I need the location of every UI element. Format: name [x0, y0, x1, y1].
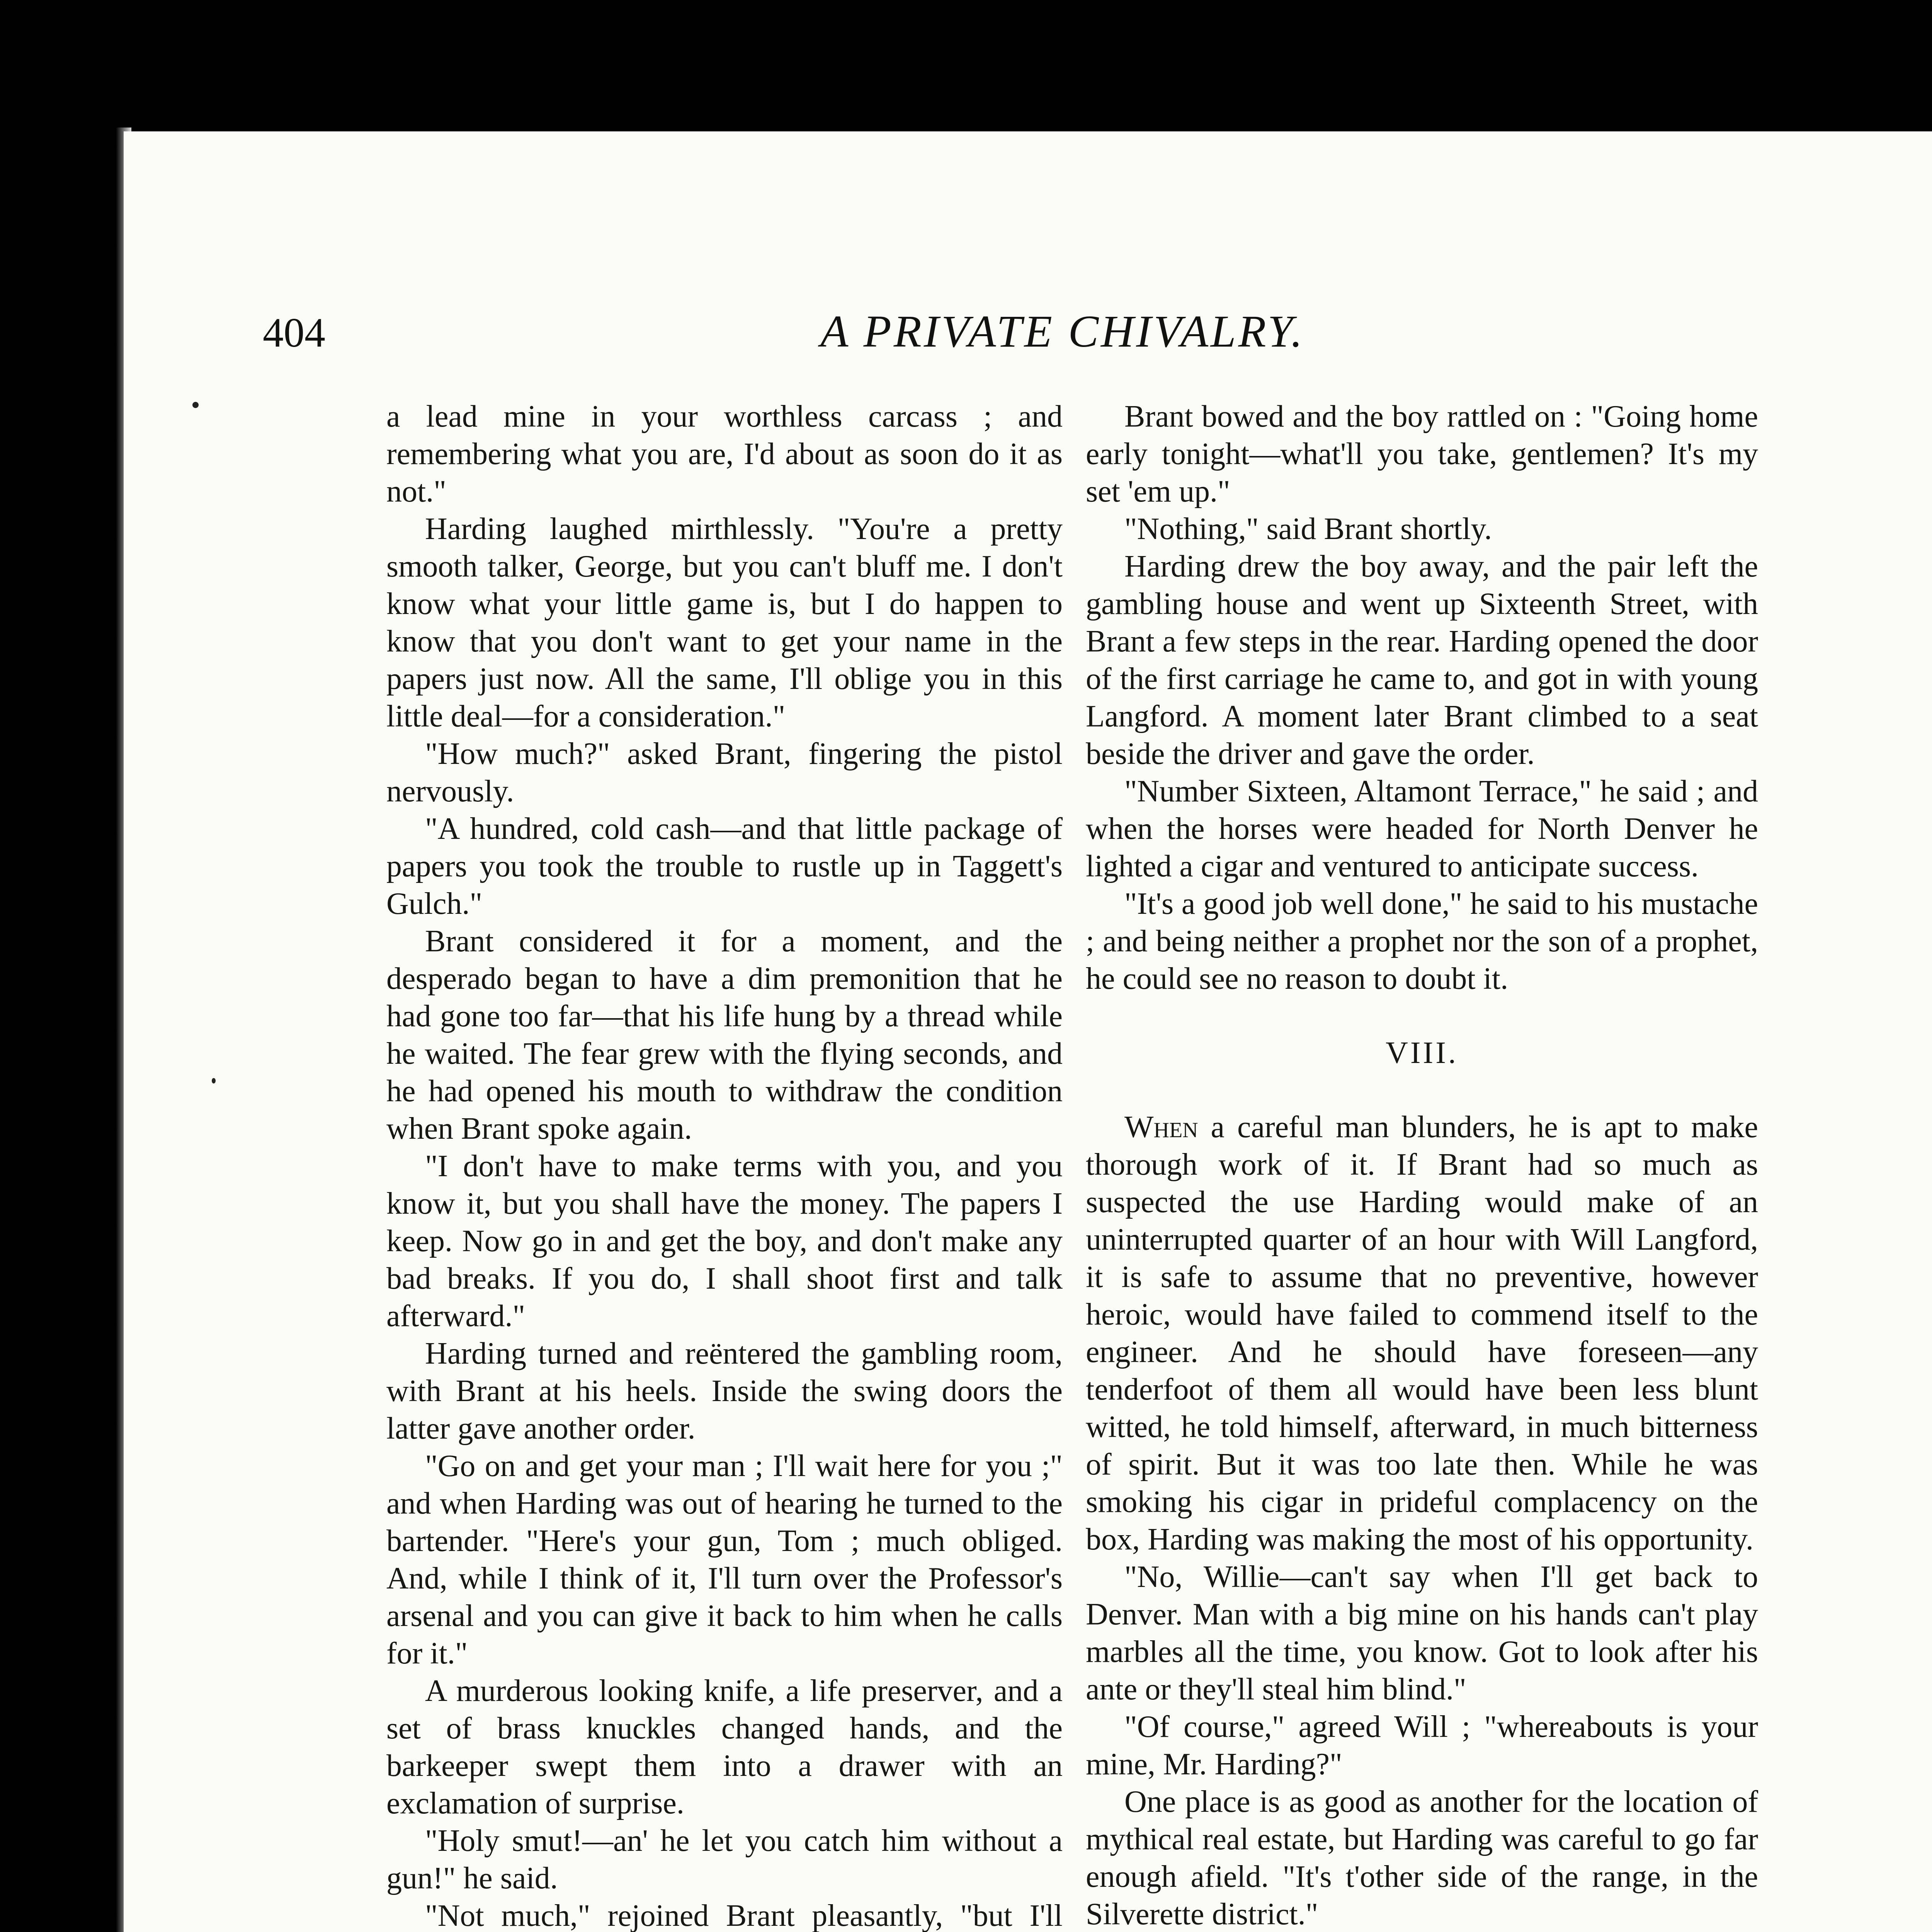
- paragraph: "Number Sixteen, Altamont Terrace," he said ; and when the horses were headed for North Denver he lighted a cigar and ventured to anticipate success.: [1086, 774, 1758, 883]
- paragraph: "Nothing," said Brant shortly.: [1124, 512, 1492, 546]
- scan-speck: [192, 402, 199, 408]
- chapter-opening-paragraph: [1086, 1109, 1758, 1558]
- paragraph: "Not much," rejoined Brant pleasantly, "but I'll: [425, 1899, 1063, 1932]
- paragraph: "No, Willie—can't say when I'll get back to Denver. Man with a big mine on his hands can't play marbles all the time, you know. Got to look after his ante or they'll steal him blind.": [1086, 1560, 1758, 1706]
- right-text-column: [1086, 398, 1758, 1932]
- paragraph: "Of course," agreed Will ; "whereabouts is your mine, Mr. Harding?": [1086, 1710, 1758, 1781]
- paragraph: Harding turned and reëntered the gambling room, with Brant at his heels. Inside the swing doors the latter gave another order.: [386, 1337, 1063, 1446]
- paragraph: "I don't have to make terms with you, and you know it, but you shall have the money. The papers I keep. Now go in and get the boy, and don't make any bad breaks. If you do, I shall shoot first and talk afterward.": [386, 1149, 1063, 1333]
- paragraph: "It's a good job well done," he said to his mustache ; and being neither a prophet nor the son of a prophet, he could see no reason to doubt it.: [1086, 887, 1758, 996]
- running-title: A PRIVATE CHIVALRY.: [820, 306, 1305, 357]
- lead-word: When: [1124, 1110, 1198, 1144]
- scan-speck: [212, 1078, 216, 1083]
- paragraph: Brant considered it for a moment, and the desperado began to have a dim premonition that he had gone too far—that his life hung by a thread while he waited. The fear grew with the flying seconds, and he had opened his mouth to withdraw the condition when Brant spoke again.: [386, 924, 1063, 1146]
- paragraph: "A hundred, cold cash—and that little package of papers you took the trouble to rustle up in Taggett's Gulch.": [386, 812, 1063, 921]
- left-text-column: [386, 398, 1063, 1932]
- paragraph: "Go on and get your man ; I'll wait here for you ;" and when Harding was out of hearing he turned to the bartender. "Here's your gun, Tom ; much obliged. And, while I think of it, I'll turn over the Professor's arsenal and you can give it back to him when he calls for it.": [386, 1449, 1063, 1670]
- section-heading: VIII.: [1386, 1036, 1458, 1070]
- paragraph: Harding drew the boy away, and the pair left the gambling house and went up Sixteenth Street, with Brant a few steps in the rear. Harding opened the door of the first carriage he came to, and got in with young Langford. A moment later Brant climbed to a seat beside the driver and gave the order.: [1086, 549, 1758, 771]
- paragraph: "How much?" asked Brant, fingering the pistol nervously.: [386, 737, 1063, 808]
- paragraph: A murderous looking knife, a life preserver, and a set of brass knuckles changed hands, and the barkeeper swept them into a drawer with an exclamation of surprise.: [386, 1674, 1063, 1820]
- paragraph: "Holy smut!—an' he let you catch him without a gun!" he said.: [386, 1824, 1063, 1895]
- page-number: 404: [263, 310, 325, 356]
- paragraph: Brant bowed and the boy rattled on : "Going home early tonight—what'll you take, gentlemen? It's my set 'em up.": [1086, 400, 1758, 509]
- paragraph: One place is as good as another for the location of mythical real estate, but Harding was careful to go far enough afield. "It's t'other side of the range, in the Silverette district.": [1086, 1785, 1758, 1931]
- paragraph: a lead mine in your worthless carcass ; and remembering what you are, I'd about as soon do it as not.": [386, 400, 1063, 509]
- lead-text: a careful man blunders, he is apt to make thorough work of it. If Brant had so much as suspected the use Harding would make of an uninterrupted quarter of an hour with Will Langford, it is safe to assume that no preventive, however heroic, would have failed to commend itself to the engineer. And he should have foreseen—any tenderfoot of them all would have been less blunt witted, he told himself, afterward, in much bitterness of spirit. But it was too late then. While he was smoking his cigar in prideful complacency on the box, Harding was making the most of his opportunity.: [1086, 1110, 1758, 1556]
- paragraph: Harding laughed mirthlessly. "You're a pretty smooth talker, George, but you can't bluff me. I don't know what your little game is, but I do happen to know that you don't want to get your name in the papers just now. All the same, I'll oblige you in this little deal—for a consideration.": [386, 512, 1063, 733]
